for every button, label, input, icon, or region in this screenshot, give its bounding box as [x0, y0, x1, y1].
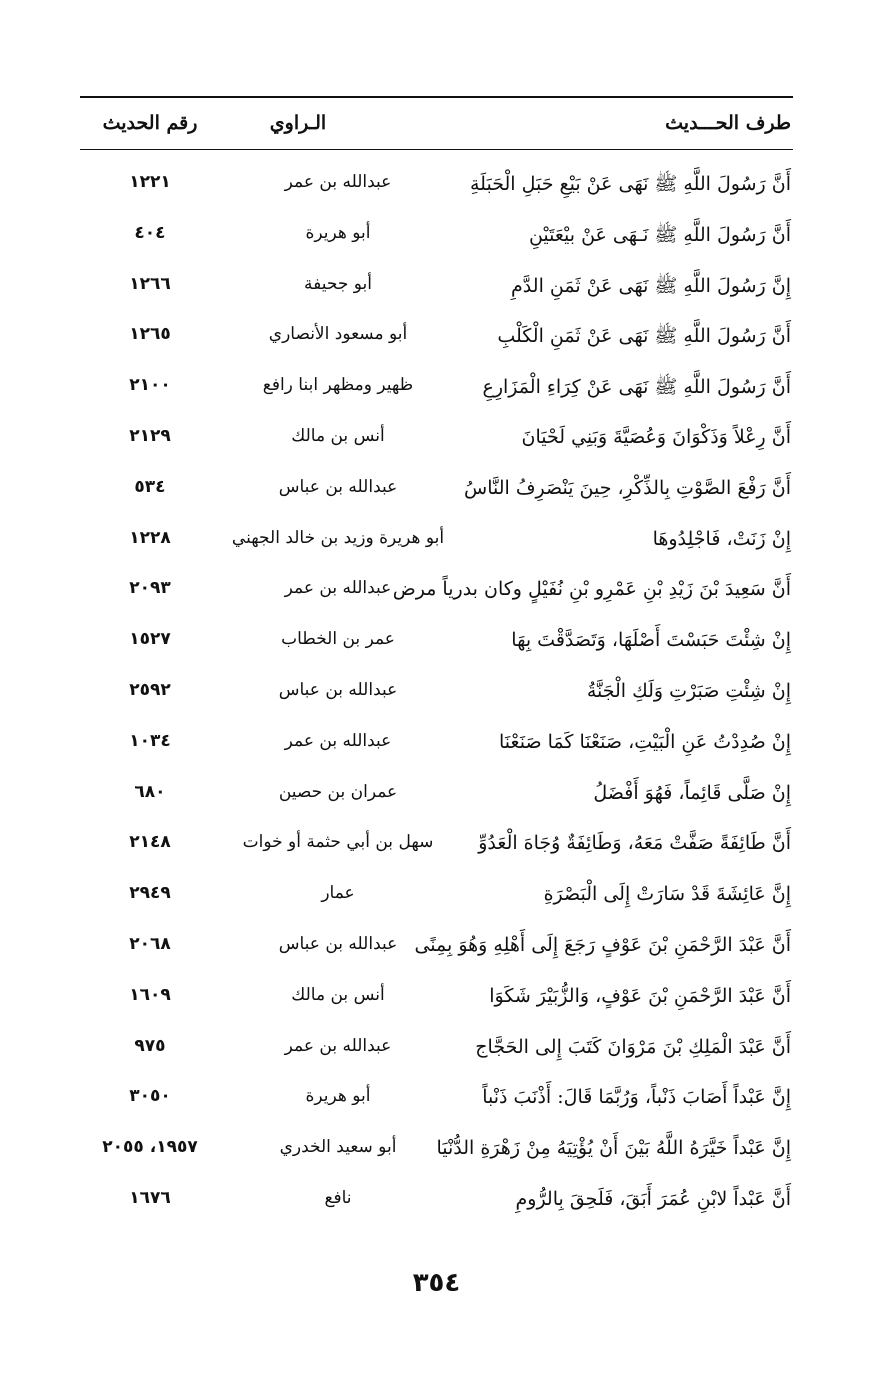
hadith-incipit: أَنَّ رَسُولَ اللَّهِ ﷺ نَهَى عَنْ بَيْعِ حَبَلِ الْحَبَلَةِ [470, 173, 791, 195]
hadith-narrator: أنس بن مالك [291, 984, 385, 1005]
table-row [80, 770, 793, 821]
table-row [80, 262, 793, 313]
hadith-narrator: أبو سعيد الخدري [279, 1137, 397, 1158]
hadith-narrator: أبو هريرة [305, 222, 371, 243]
hadith-narrator: عمران بن حصين [278, 781, 398, 802]
hadith-narrator: أنس بن مالك [291, 425, 385, 446]
hadith-narrator: نافع [324, 1187, 352, 1208]
table-row [80, 1125, 793, 1176]
hadith-number: ١٩٥٧، ٢٠٥٥ [102, 1137, 198, 1158]
hadith-number: ٩٧٥ [134, 1035, 166, 1056]
hadith-narrator: عبدالله بن عمر [284, 172, 392, 192]
hadith-narrator: أبو مسعود الأنصاري [268, 324, 408, 345]
hadith-number: ٢٠٦٨ [129, 933, 171, 954]
hadith-number: ١٢٢١ [129, 172, 171, 192]
table-row [80, 871, 793, 922]
hadith-number: ١٢٢٨ [129, 527, 171, 548]
hadith-narrator: أبو هريرة وزيد بن خالد الجهني [231, 527, 445, 548]
hadith-number: ٢١٠٠ [129, 375, 171, 396]
table-row [80, 516, 793, 567]
table-row [80, 820, 793, 871]
hadith-number: ١٥٢٧ [129, 629, 171, 650]
hadith-index-table [80, 160, 793, 1227]
table-row [80, 719, 793, 770]
table-row [80, 160, 793, 211]
top-rule [80, 96, 793, 98]
header-narrator: الـراوي [269, 112, 327, 134]
hadith-number: ١٢٦٥ [129, 324, 171, 345]
hadith-incipit: إِنَّ رَسُولَ اللَّهِ ﷺ نَهَى عَنْ ثَمَنِ الدَّمِ [511, 274, 791, 297]
hadith-incipit: إِنْ صُدِدْتُ عَنِ الْبَيْتِ، صَنَعْنَا كَمَا صَنَعْنَا [499, 730, 791, 753]
hadith-number: ٢٥٩٢ [129, 679, 171, 700]
hadith-incipit: أَنَّ رَسُولَ اللَّهِ ﷺ نَهَى عَنْ كِرَاءِ الْمَزَارِعِ [482, 376, 791, 399]
hadith-narrator: سهل بن أبي حثمة أو خوات [242, 832, 434, 853]
hadith-incipit: إِنَّ عَائِشَةَ قَدْ سَارَتْ إِلَى الْبَصْرَةِ [543, 883, 791, 906]
hadith-narrator: أبو جحيفة [304, 273, 372, 294]
table-header [80, 104, 793, 146]
hadith-number: ١٠٣٤ [129, 730, 171, 751]
hadith-number: ٢٠٩٣ [129, 578, 171, 599]
table-row [80, 1074, 793, 1125]
hadith-incipit: إِنْ شِئْتِ صَبَرْتِ وَلَكِ الْجَنَّةُ [586, 679, 791, 702]
hadith-narrator: أبو هريرة [305, 1086, 371, 1107]
hadith-narrator: عبدالله بن عباس [278, 933, 398, 954]
hadith-number: ٤٠٤ [134, 222, 166, 243]
table-row [80, 922, 793, 973]
page-number: ٣٥٤ [412, 1268, 461, 1298]
hadith-incipit: إِنَّ عَبْداً خَيَّرَهُ اللَّهُ بَيْنَ أَنْ يُؤْتِيَهُ مِنْ زَهْرَةِ الدُّنْيَا [436, 1137, 791, 1160]
hadith-incipit: أَنَّ رَسُولَ اللَّهِ ﷺ نَهَى عَنْ ثَمَنِ الْكَلْبِ [497, 325, 791, 348]
hadith-number: ٢٩٤٩ [129, 883, 171, 904]
hadith-number: ٢١٢٩ [129, 425, 171, 446]
table-row [80, 1176, 793, 1227]
hadith-narrator: عبدالله بن عباس [278, 476, 398, 497]
table-row [80, 363, 793, 414]
hadith-narrator: ظهير ومظهر ابنا رافع [262, 375, 414, 396]
hadith-narrator: عبدالله بن عمر [284, 730, 392, 751]
header-incipit: طرف الحـــديث [665, 112, 791, 134]
hadith-incipit: أَنَّ سَعِيدَ بْنَ زَيْدِ بْنِ عَمْرِو بْنِ نُفَيْلٍ وكان بدرياً مرض [392, 578, 791, 601]
hadith-incipit: أَنَّ طَائِفَةً صَفَّتْ مَعَهُ، وَطَائِفَةٌ وُجَاهَ الْعَدُوِّ [478, 832, 791, 855]
hadith-narrator: عبدالله بن عباس [278, 679, 398, 700]
hadith-incipit: أَنَّ عَبْدَ الْمَلِكِ بْنَ مَرْوَانَ كَتَبَ إِلى الحَجَّاج [475, 1035, 791, 1058]
hadith-incipit: أَنَّ رِعْلاً وَذَكْوَانَ وَعُصَيَّةَ وَبَنِي لَحْيَانَ [521, 425, 791, 448]
table-row [80, 566, 793, 617]
hadith-incipit: أَنَّ عَبْداً لابْنِ عُمَرَ أَبَقَ، فَلَحِقَ بِالرُّومِ [515, 1187, 791, 1210]
hadith-number: ١٦٧٦ [129, 1187, 171, 1208]
hadith-number: ٥٣٤ [134, 476, 166, 497]
hadith-incipit: أَنَّ عَبْدَ الرَّحْمَنِ بْنَ عَوْفٍ رَجَعَ إِلَى أَهْلِهِ وَهُوَ بِمِنًى [414, 933, 791, 956]
table-row [80, 668, 793, 719]
hadith-number: ٣٠٥٠ [129, 1086, 171, 1107]
hadith-incipit: إِنْ صَلَّى قَائِماً، فَهُوَ أَفْضَلُ [593, 781, 791, 804]
hadith-narrator: عبدالله بن عمر [284, 578, 392, 599]
hadith-number: ١٦٠٩ [129, 984, 171, 1005]
hadith-incipit: أَنَّ رَسُولَ اللَّهِ ﷺ نَـهَى عَنْ بيْعَتَيْنِ [528, 223, 791, 246]
hadith-incipit: إِنْ زَنَتْ، فَاجْلِدُوهَا [652, 527, 791, 550]
table-row [80, 414, 793, 465]
hadith-number: ١٢٦٦ [129, 273, 171, 294]
hadith-narrator: عبدالله بن عمر [284, 1035, 392, 1056]
hadith-number: ٢١٤٨ [129, 832, 171, 853]
table-row [80, 312, 793, 363]
hadith-incipit: إِنْ شِئْتَ حَبَسْتَ أَصْلَهَا، وَتَصَدَّقْتَ بِهَا [511, 629, 791, 652]
hadith-incipit: أَنَّ رَفْعَ الصَّوْتِ بِالذِّكْرِ، حِينَ يَنْصَرِفُ النَّاسُ [464, 476, 791, 499]
header-rule [80, 149, 793, 150]
header-number: رقم الحديث [102, 112, 198, 134]
hadith-narrator: عمر بن الخطاب [281, 629, 395, 650]
hadith-narrator: عمار [321, 883, 355, 904]
table-row [80, 617, 793, 668]
hadith-incipit: إِنَّ عَبْداً أَصَابَ ذَنْباً، وَرُبَّمَا قَالَ: أَذْنَبَ ذَنْباً [482, 1086, 791, 1109]
table-row [80, 211, 793, 262]
table-row [80, 465, 793, 516]
hadith-number: ٦٨٠ [134, 781, 166, 802]
table-row [80, 1024, 793, 1075]
hadith-incipit: أَنَّ عَبْدَ الرَّحْمَنِ بْنَ عَوْفٍ، وَالزُّبَيْرَ شَكَوَا [489, 984, 791, 1007]
table-row [80, 973, 793, 1024]
